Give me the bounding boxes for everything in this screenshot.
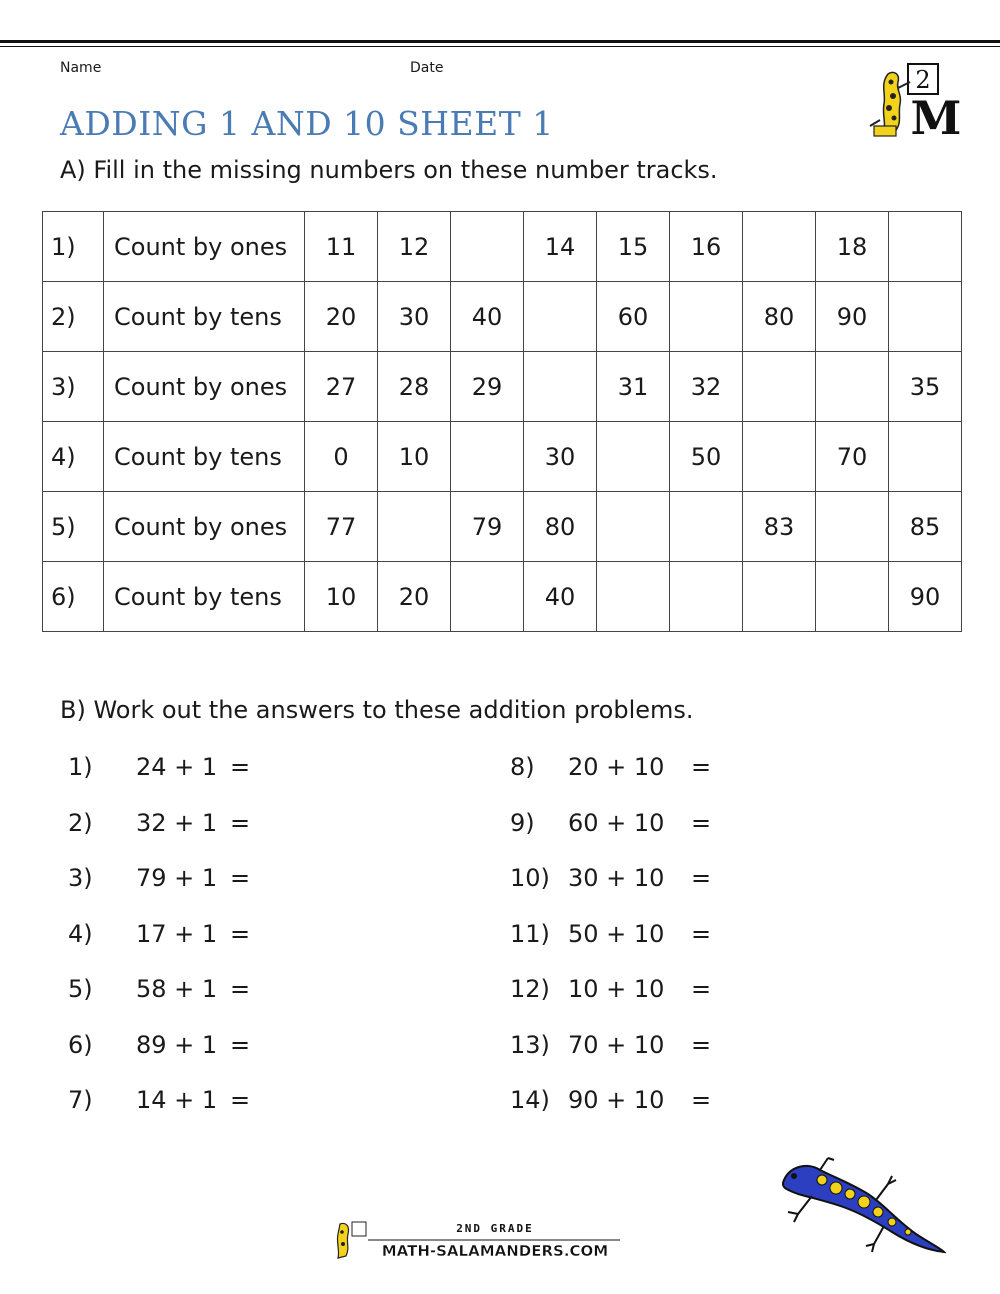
track-blank-cell[interactable]	[451, 212, 524, 282]
track-blank-cell[interactable]	[524, 352, 597, 422]
problem-equals: =	[230, 809, 251, 837]
answer-space[interactable]	[260, 809, 400, 839]
answer-space[interactable]	[260, 753, 400, 783]
track-row	[43, 212, 962, 282]
problem-equals: =	[691, 975, 712, 1003]
track-number-cell: 29	[451, 352, 524, 422]
track-number-cell: 80	[743, 282, 816, 352]
top-rule	[0, 40, 1000, 43]
track-number-cell: 70	[816, 422, 889, 492]
track-number-cell: 90	[816, 282, 889, 352]
track-row-number: 4)	[43, 422, 104, 492]
track-number-cell: 40	[524, 562, 597, 632]
track-number-cell: 27	[305, 352, 378, 422]
problem-expression: 79 + 1	[136, 864, 218, 892]
problem-expression: 24 + 1	[136, 753, 218, 781]
problem-number: 2)	[68, 809, 93, 837]
problem-expression: 32 + 1	[136, 809, 218, 837]
track-row	[43, 282, 962, 352]
track-number-cell: 28	[378, 352, 451, 422]
track-blank-cell[interactable]	[889, 422, 962, 492]
track-blank-cell[interactable]	[451, 422, 524, 492]
problem-equals: =	[230, 1031, 251, 1059]
answer-space[interactable]	[721, 1031, 861, 1061]
problem-equals: =	[691, 864, 712, 892]
problem-equals: =	[691, 809, 712, 837]
track-number-cell: 79	[451, 492, 524, 562]
track-row-number: 1)	[43, 212, 104, 282]
track-number-cell: 77	[305, 492, 378, 562]
track-blank-cell[interactable]	[743, 562, 816, 632]
track-blank-cell[interactable]	[889, 282, 962, 352]
logo-grade-number: 2	[915, 66, 931, 94]
track-number-cell: 90	[889, 562, 962, 632]
track-row-label: Count by tens	[104, 282, 305, 352]
track-number-cell: 50	[670, 422, 743, 492]
track-blank-cell[interactable]	[743, 422, 816, 492]
track-row	[43, 492, 962, 562]
answer-space[interactable]	[721, 975, 861, 1005]
answer-space[interactable]	[721, 920, 861, 950]
track-number-cell: 12	[378, 212, 451, 282]
track-number-cell: 18	[816, 212, 889, 282]
logo-letter: M	[910, 91, 962, 140]
answer-space[interactable]	[721, 864, 861, 894]
logo-salamander-icon	[870, 72, 910, 136]
track-number-cell: 30	[378, 282, 451, 352]
section-a-instruction: A) Fill in the missing numbers on these number tracks.	[60, 156, 718, 184]
track-blank-cell[interactable]	[597, 562, 670, 632]
answer-space[interactable]	[260, 1031, 400, 1061]
track-number-cell: 0	[305, 422, 378, 492]
problem-number: 13)	[510, 1031, 550, 1059]
track-row-label: Count by ones	[104, 212, 305, 282]
answer-space[interactable]	[260, 1086, 400, 1116]
problem-number: 8)	[510, 753, 535, 781]
number-tracks-table	[42, 211, 962, 632]
problem-equals: =	[230, 975, 251, 1003]
track-blank-cell[interactable]	[743, 352, 816, 422]
track-row-label: Count by ones	[104, 492, 305, 562]
track-blank-cell[interactable]	[743, 212, 816, 282]
answer-space[interactable]	[721, 1086, 861, 1116]
problem-expression: 30 + 10	[568, 864, 665, 892]
track-number-cell: 80	[524, 492, 597, 562]
track-number-cell: 11	[305, 212, 378, 282]
problem-number: 7)	[68, 1086, 93, 1114]
track-number-cell: 10	[305, 562, 378, 632]
answer-space[interactable]	[260, 864, 400, 894]
problem-equals: =	[691, 920, 712, 948]
worksheet-title: ADDING 1 AND 10 SHEET 1	[60, 104, 554, 143]
problem-expression: 70 + 10	[568, 1031, 665, 1059]
math-salamanders-grade-logo	[866, 60, 966, 140]
salamander-illustration	[776, 1156, 946, 1260]
problem-number: 12)	[510, 975, 550, 1003]
problem-equals: =	[691, 1031, 712, 1059]
track-number-cell: 16	[670, 212, 743, 282]
problem-equals: =	[230, 920, 251, 948]
footer-grade-text: 2ND GRADE	[456, 1222, 534, 1235]
problem-equals: =	[230, 753, 251, 781]
track-blank-cell[interactable]	[816, 562, 889, 632]
track-blank-cell[interactable]	[451, 562, 524, 632]
track-blank-cell[interactable]	[597, 492, 670, 562]
track-number-cell: 35	[889, 352, 962, 422]
track-number-cell: 30	[524, 422, 597, 492]
problem-expression: 14 + 1	[136, 1086, 218, 1114]
track-blank-cell[interactable]	[889, 212, 962, 282]
problem-expression: 58 + 1	[136, 975, 218, 1003]
answer-space[interactable]	[260, 975, 400, 1005]
section-b-instruction: B) Work out the answers to these addition problems.	[60, 696, 694, 724]
track-blank-cell[interactable]	[670, 282, 743, 352]
problem-equals: =	[691, 1086, 712, 1114]
track-number-cell: 15	[597, 212, 670, 282]
track-row	[43, 562, 962, 632]
answer-space[interactable]	[721, 753, 861, 783]
problem-expression: 60 + 10	[568, 809, 665, 837]
track-row-number: 6)	[43, 562, 104, 632]
track-number-cell: 14	[524, 212, 597, 282]
problem-expression: 90 + 10	[568, 1086, 665, 1114]
top-rule-thin	[0, 46, 1000, 47]
problem-number: 14)	[510, 1086, 550, 1114]
track-blank-cell[interactable]	[816, 492, 889, 562]
name-label: Name	[60, 60, 102, 76]
problem-expression: 17 + 1	[136, 920, 218, 948]
track-row-number: 2)	[43, 282, 104, 352]
footer-site-logo	[330, 1218, 630, 1262]
problem-expression: 89 + 1	[136, 1031, 218, 1059]
track-row-number: 5)	[43, 492, 104, 562]
track-blank-cell[interactable]	[524, 282, 597, 352]
track-blank-cell[interactable]	[597, 422, 670, 492]
problem-number: 5)	[68, 975, 93, 1003]
problem-equals: =	[691, 753, 712, 781]
footer-site-name: MATH-SALAMANDERS.COM	[381, 1242, 609, 1260]
track-number-cell: 20	[378, 562, 451, 632]
problem-number: 11)	[510, 920, 550, 948]
track-row	[43, 352, 962, 422]
track-row-label: Count by ones	[104, 352, 305, 422]
track-blank-cell[interactable]	[670, 492, 743, 562]
track-blank-cell[interactable]	[670, 562, 743, 632]
problem-equals: =	[230, 1086, 251, 1114]
problem-expression: 50 + 10	[568, 920, 665, 948]
track-blank-cell[interactable]	[378, 492, 451, 562]
problem-number: 1)	[68, 753, 93, 781]
footer-salamander-icon	[337, 1222, 366, 1258]
answer-space[interactable]	[260, 920, 400, 950]
track-number-cell: 32	[670, 352, 743, 422]
problem-number: 4)	[68, 920, 93, 948]
track-number-cell: 85	[889, 492, 962, 562]
track-number-cell: 83	[743, 492, 816, 562]
track-number-cell: 60	[597, 282, 670, 352]
problem-number: 6)	[68, 1031, 93, 1059]
track-row-label: Count by tens	[104, 562, 305, 632]
track-blank-cell[interactable]	[816, 352, 889, 422]
date-label: Date	[410, 60, 444, 76]
problem-expression: 10 + 10	[568, 975, 665, 1003]
track-row-number: 3)	[43, 352, 104, 422]
problem-number: 9)	[510, 809, 535, 837]
problem-number: 3)	[68, 864, 93, 892]
track-number-cell: 40	[451, 282, 524, 352]
track-number-cell: 20	[305, 282, 378, 352]
answer-space[interactable]	[721, 809, 861, 839]
track-number-cell: 31	[597, 352, 670, 422]
problem-number: 10)	[510, 864, 550, 892]
problem-expression: 20 + 10	[568, 753, 665, 781]
track-number-cell: 10	[378, 422, 451, 492]
problem-equals: =	[230, 864, 251, 892]
track-row-label: Count by tens	[104, 422, 305, 492]
track-row	[43, 422, 962, 492]
